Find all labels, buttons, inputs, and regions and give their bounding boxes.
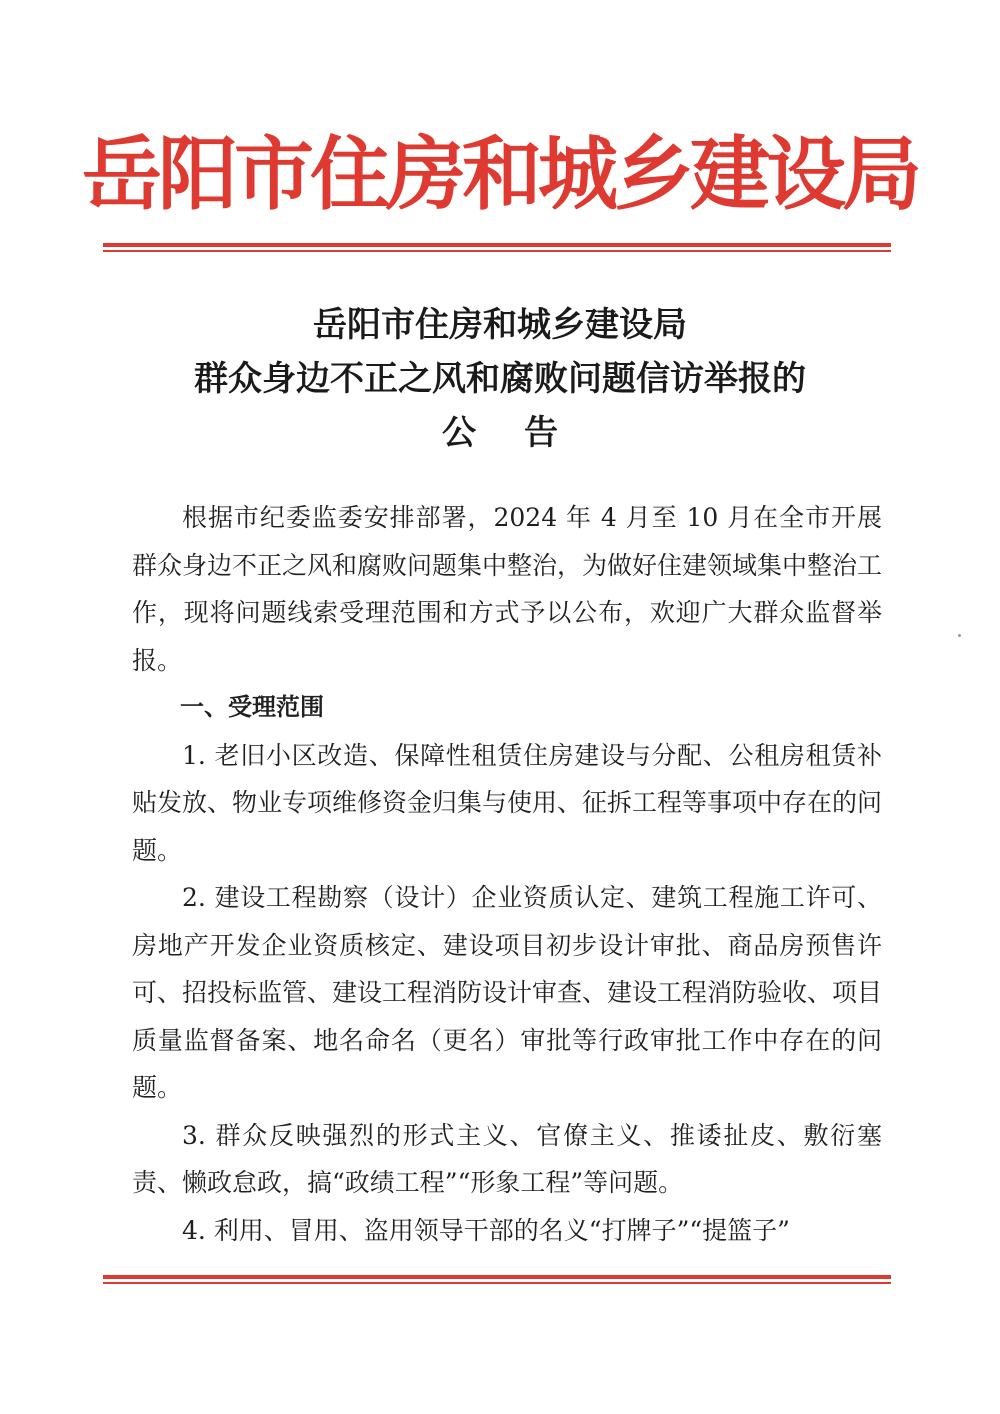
section-heading-scope: 一、受理范围: [180, 693, 324, 721]
intro-paragraph: 根据市纪委监委安排部署，2024 年 4 月至 10 月在全市开展群众身边不正之风和腐败问题集中整治，为做好住建领域集中整治工作，现将问题线索受理范围和方式予以公布，欢迎广大群众监督举报。: [132, 503, 883, 675]
agency-masthead: 岳阳市住房和城乡建设局: [82, 127, 918, 221]
header-double-rule: [103, 243, 891, 252]
document-body: [132, 494, 882, 1254]
scan-speck: [958, 634, 961, 637]
scope-item-4: 4. 利用、冒用、盗用领导干部的名义“打牌子”“提篮子”: [182, 1215, 790, 1245]
title-line-announcement: 公告: [442, 413, 606, 453]
title-line-agency: 岳阳市住房和城乡建设局: [313, 305, 687, 345]
document-title: [0, 298, 1000, 460]
scope-item-1: 1. 老旧小区改造、保障性租赁住房建设与分配、公租房租赁补贴发放、物业专项维修资金归集与使用、征拆工程等事项中存在的问题。: [132, 740, 883, 865]
title-line-subject: 群众身边不正之风和腐败问题信访举报的: [194, 359, 806, 399]
scope-item-2: 2. 建设工程勘察（设计）企业资质认定、建筑工程施工许可、房地产开发企业资质核定、建设项目初步设计审批、商品房预售许可、招投标监管、建设工程消防设计审查、建设工程消防验收、项目质量监督备案、地名命名（更名）审批等行政审批工作中存在的问题。: [132, 883, 883, 1102]
footer-double-rule: [103, 1275, 891, 1284]
scope-item-3: 3. 群众反映强烈的形式主义、官僚主义、推诿扯皮、敷衍塞责、懒政怠政，搞“政绩工程”“形象工程”等问题。: [132, 1120, 882, 1197]
